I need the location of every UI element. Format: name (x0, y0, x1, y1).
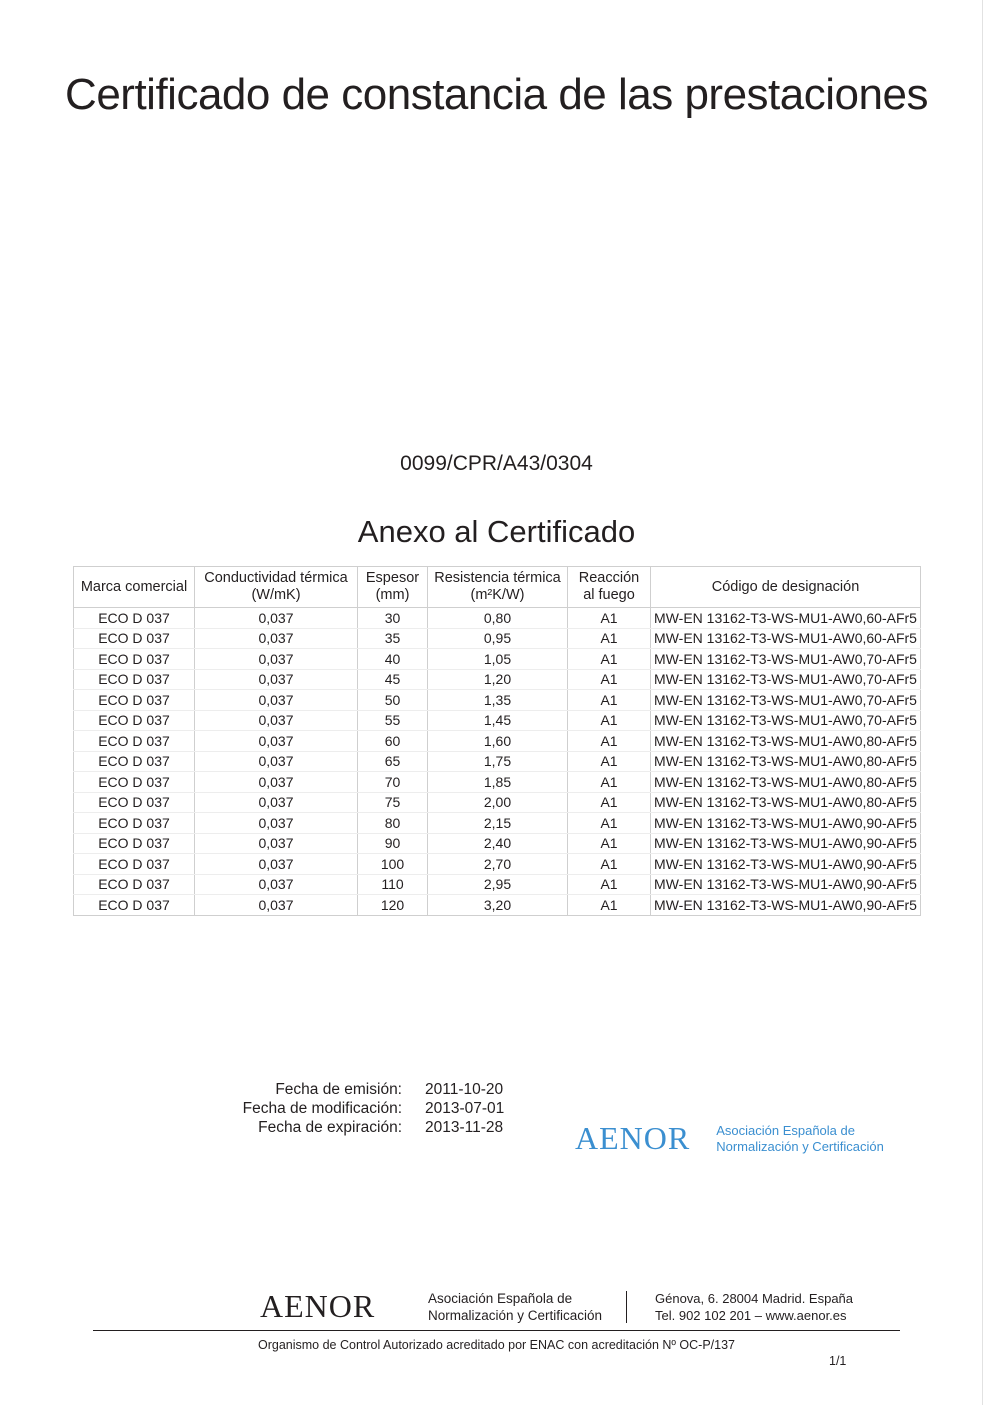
date-value: 2013-11-28 (425, 1119, 504, 1136)
table-cell: MW-EN 13162-T3-WS-MU1-AW0,90-AFr5 (651, 833, 921, 854)
date-label: Fecha de emisión: (275, 1081, 402, 1098)
table-row (74, 751, 921, 772)
table-row (74, 649, 921, 670)
aenor-brand-block (575, 1120, 884, 1157)
table-cell: 0,037 (195, 751, 358, 772)
table-cell: ECO D 037 (74, 833, 195, 854)
table-cell: 0,037 (195, 772, 358, 793)
table-cell: MW-EN 13162-T3-WS-MU1-AW0,70-AFr5 (651, 690, 921, 711)
aenor-tagline-line2: Normalización y Certificación (716, 1138, 884, 1154)
column-header: Código de designación (651, 567, 921, 608)
table-cell: 0,037 (195, 895, 358, 916)
table-cell: 90 (358, 833, 428, 854)
table-cell: ECO D 037 (74, 792, 195, 813)
table-row (74, 895, 921, 916)
table-cell: 2,70 (428, 854, 568, 875)
table-cell: 0,037 (195, 710, 358, 731)
table-cell: ECO D 037 (74, 710, 195, 731)
table-cell: ECO D 037 (74, 895, 195, 916)
table-cell: A1 (568, 895, 651, 916)
date-row (200, 1099, 504, 1118)
table-cell: 1,20 (428, 669, 568, 690)
table-cell: A1 (568, 608, 651, 629)
table-cell: 30 (358, 608, 428, 629)
column-header: Resistencia térmica (m²K/W) (428, 567, 568, 608)
table-cell: ECO D 037 (74, 854, 195, 875)
table-cell: 1,45 (428, 710, 568, 731)
table-cell: MW-EN 13162-T3-WS-MU1-AW0,90-AFr5 (651, 854, 921, 875)
table-cell: A1 (568, 669, 651, 690)
page-number: 1/1 (829, 1354, 847, 1368)
table-cell: MW-EN 13162-T3-WS-MU1-AW0,70-AFr5 (651, 710, 921, 731)
table-cell: A1 (568, 833, 651, 854)
table-cell: 60 (358, 731, 428, 752)
table-cell: ECO D 037 (74, 751, 195, 772)
table-cell: 0,037 (195, 833, 358, 854)
column-header: Marca comercial (74, 567, 195, 608)
date-row (200, 1080, 504, 1099)
table-row (74, 854, 921, 875)
table-cell: MW-EN 13162-T3-WS-MU1-AW0,60-AFr5 (651, 628, 921, 649)
table-cell: A1 (568, 792, 651, 813)
table-cell: MW-EN 13162-T3-WS-MU1-AW0,80-AFr5 (651, 731, 921, 752)
footer-rule (93, 1330, 900, 1331)
table-cell: MW-EN 13162-T3-WS-MU1-AW0,60-AFr5 (651, 608, 921, 629)
table-cell: 2,95 (428, 874, 568, 895)
aenor-tagline (716, 1123, 884, 1155)
table-cell: MW-EN 13162-T3-WS-MU1-AW0,70-AFr5 (651, 669, 921, 690)
table-cell: 70 (358, 772, 428, 793)
table-cell: 0,037 (195, 669, 358, 690)
table-cell: ECO D 037 (74, 669, 195, 690)
table-cell: MW-EN 13162-T3-WS-MU1-AW0,80-AFr5 (651, 751, 921, 772)
table-cell: 0,037 (195, 628, 358, 649)
column-header: Conductividad térmica (W/mK) (195, 567, 358, 608)
table-cell: A1 (568, 690, 651, 711)
annex-title: Anexo al Certificado (357, 514, 636, 549)
table-cell: 100 (358, 854, 428, 875)
table-cell: 0,037 (195, 608, 358, 629)
table-cell: 3,20 (428, 895, 568, 916)
table-body (74, 608, 921, 916)
table-row (74, 813, 921, 834)
table-row (74, 608, 921, 629)
table-header-row (74, 567, 921, 608)
table-row (74, 792, 921, 813)
table-cell: 0,037 (195, 649, 358, 670)
table-cell: A1 (568, 731, 651, 752)
table-cell: ECO D 037 (74, 874, 195, 895)
table-cell: 0,037 (195, 690, 358, 711)
table-cell: ECO D 037 (74, 649, 195, 670)
table-cell: 1,60 (428, 731, 568, 752)
table-cell: 55 (358, 710, 428, 731)
table-cell: 65 (358, 751, 428, 772)
table-cell: A1 (568, 874, 651, 895)
date-value: 2013-07-01 (425, 1100, 505, 1117)
table-cell: MW-EN 13162-T3-WS-MU1-AW0,80-AFr5 (651, 772, 921, 793)
certificate-dates (200, 1080, 504, 1137)
footer-address: Génova, 6. 28004 Madrid. España (655, 1291, 854, 1306)
date-label: Fecha de expiración: (258, 1119, 402, 1136)
product-specification-table (73, 566, 921, 916)
table-cell: MW-EN 13162-T3-WS-MU1-AW0,70-AFr5 (651, 649, 921, 670)
table-cell: ECO D 037 (74, 813, 195, 834)
table-row (74, 628, 921, 649)
table-cell: A1 (568, 854, 651, 875)
table-cell: MW-EN 13162-T3-WS-MU1-AW0,80-AFr5 (651, 792, 921, 813)
table-cell: 0,037 (195, 874, 358, 895)
column-header: Reacción al fuego (568, 567, 651, 608)
table-cell: A1 (568, 649, 651, 670)
footer-aenor-logo: AENOR (260, 1288, 376, 1324)
table-row (74, 669, 921, 690)
table-row (74, 731, 921, 752)
table-cell: 2,15 (428, 813, 568, 834)
aenor-tagline-line1: Asociación Española de (716, 1122, 855, 1138)
table-header (74, 567, 921, 608)
table-cell: 50 (358, 690, 428, 711)
date-value: 2011-10-20 (425, 1081, 504, 1098)
certificate-number: 0099/CPR/A43/0304 (400, 452, 593, 475)
table-cell: A1 (568, 772, 651, 793)
table-cell: ECO D 037 (74, 772, 195, 793)
table-cell: A1 (568, 751, 651, 772)
table-cell: 2,00 (428, 792, 568, 813)
table-cell: A1 (568, 813, 651, 834)
table-cell: ECO D 037 (74, 608, 195, 629)
page-edge-line (982, 0, 983, 1405)
table-cell: 75 (358, 792, 428, 813)
footer-phone-web: Tel. 902 102 201 – www.aenor.es (655, 1308, 847, 1323)
date-row (200, 1118, 504, 1137)
table-cell: 2,40 (428, 833, 568, 854)
table-cell: 35 (358, 628, 428, 649)
aenor-logo: AENOR (575, 1120, 691, 1156)
table-cell: MW-EN 13162-T3-WS-MU1-AW0,90-AFr5 (651, 874, 921, 895)
table-cell: 0,95 (428, 628, 568, 649)
table-cell: 1,05 (428, 649, 568, 670)
table-cell: 1,75 (428, 751, 568, 772)
table-cell: 0,80 (428, 608, 568, 629)
table-cell: MW-EN 13162-T3-WS-MU1-AW0,90-AFr5 (651, 895, 921, 916)
table-cell: 0,037 (195, 813, 358, 834)
footer-contact (655, 1290, 853, 1324)
table-row (74, 690, 921, 711)
table-cell: ECO D 037 (74, 628, 195, 649)
table-cell: A1 (568, 710, 651, 731)
table-cell: 45 (358, 669, 428, 690)
footer-association (428, 1290, 602, 1324)
table-cell: 1,35 (428, 690, 568, 711)
footer-association-line1: Asociación Española de (428, 1291, 573, 1306)
date-label: Fecha de modificación: (242, 1100, 402, 1117)
table-row (74, 710, 921, 731)
table-cell: 110 (358, 874, 428, 895)
table-cell: 120 (358, 895, 428, 916)
footer-separator (626, 1291, 627, 1323)
table-cell: 1,85 (428, 772, 568, 793)
table-row (74, 833, 921, 854)
table-row (74, 772, 921, 793)
table-cell: ECO D 037 (74, 731, 195, 752)
table-cell: 40 (358, 649, 428, 670)
table-cell: 0,037 (195, 854, 358, 875)
table-cell: MW-EN 13162-T3-WS-MU1-AW0,90-AFr5 (651, 813, 921, 834)
column-header: Espesor (mm) (358, 567, 428, 608)
footer-association-line2: Normalización y Certificación (428, 1308, 603, 1323)
footer-accreditation: Organismo de Control Autorizado acreditado por ENAC con acreditación Nº OC-P/137 (257, 1338, 736, 1352)
document-title: Certificado de constancia de las prestaciones (65, 70, 928, 119)
table-cell: ECO D 037 (74, 690, 195, 711)
table-cell: 80 (358, 813, 428, 834)
table-cell: 0,037 (195, 792, 358, 813)
table-row (74, 874, 921, 895)
table-cell: A1 (568, 628, 651, 649)
table-cell: 0,037 (195, 731, 358, 752)
